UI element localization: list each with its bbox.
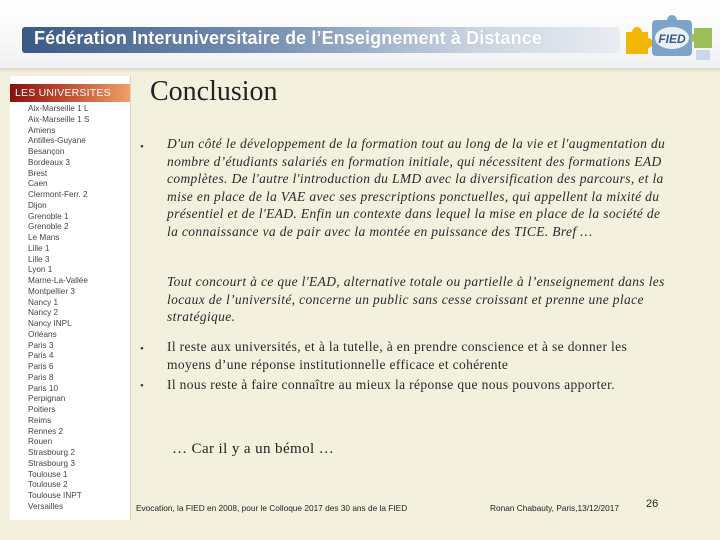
sidebar-item-university: Aix-Marseille 1 L [28, 104, 89, 113]
paragraph-conclusion: Tout concourt à ce que l'EAD, alternative totale ou partielle à l’enseignement dans les locaux de l’université, concerne un public sans cesse croissant et prenne une place stratégique. [167, 274, 665, 325]
sidebar-item-university: Amiens [28, 125, 56, 135]
header-title: Fédération Interuniversitaire de l’Enseignement à Distance [34, 28, 542, 48]
sidebar-item-university: Brest [28, 168, 48, 178]
sidebar-item-university: Antilles-Guyane [28, 136, 86, 146]
sidebar-item-university: Grenoble 1 [28, 211, 69, 221]
sidebar-item-university: Poitiers [28, 405, 56, 414]
puzzle-piece-light [696, 50, 710, 60]
sidebar-item-university: Rouen [28, 437, 53, 447]
sidebar-item-university: Perpignan [28, 394, 66, 404]
university-list [28, 104, 89, 513]
sidebar-item-university: Strasbourg 2 [28, 448, 75, 457]
sidebar-item-university: Lyon 1 [28, 265, 53, 275]
sidebar-item-university: Aix-Marseille 1 S [28, 114, 90, 124]
footer-author: Ronan Chabauty, Paris,13/12/2017 [490, 503, 619, 513]
sidebar-item-university: Le Mans [28, 233, 60, 242]
page-number: 26 [646, 498, 659, 510]
paragraph-response: Il nous reste à faire connaître au mieux la réponse que nous pouvons apporter. [167, 377, 615, 392]
sidebar-item-university: Besançon [28, 147, 65, 156]
sidebar-item-university: Toulouse 2 [28, 480, 68, 490]
sidebar-item-university: Paris 10 [28, 383, 59, 393]
slide-title: Conclusion [150, 76, 278, 107]
footer-event: Evocation, la FIED en 2008, pour le Colloque 2017 des 30 ans de la FIED [136, 503, 408, 513]
slide-header [0, 0, 720, 72]
sidebar-item-university: Paris 3 [28, 340, 54, 350]
sidebar-item-university: Strasbourg 3 [28, 458, 75, 468]
paragraph-context: D'un côté le développement de la formation tout au long de la vie et l'augmentation du nombre d’étudiants salariés en formation initiale, qui nécessitent des formations EAD complètes. De l'autre l'introduction du LMD avec la diversification des parcours, et la mise en place de la VAE avec ses prescriptions ponctuelles, qui appellent la mixité du présentiel et de l'EAD. Enfin un contexte dans lequel la mise en place de la société de la connaissance va de pair avec la montée en puissance des TICE. Bref … [167, 136, 666, 239]
sidebar-item-university: Marne-La-Vallée [28, 276, 88, 285]
sidebar-item-university: Paris 8 [28, 372, 54, 382]
paragraph-universities: Il reste aux universités, et à la tutelle, à en prendre conscience et à se donner les moyens d’une réponse institutionnelle efficace et cohérente [167, 339, 628, 372]
sidebar-item-university: Toulouse 1 [28, 469, 68, 479]
sidebar-item-university: Rennes 2 [28, 426, 64, 436]
sidebar-item-university: Orléans [28, 329, 57, 339]
sidebar-item-university: Nancy 2 [28, 308, 59, 318]
bullet-3: • [140, 380, 144, 392]
sidebar-item-university: Lille 3 [28, 254, 50, 264]
universities-sidebar [10, 76, 131, 520]
bullet-2: • [140, 343, 144, 355]
sidebar-item-university: Nancy 1 [28, 297, 59, 307]
sidebar-item-university: Bordeaux 3 [28, 157, 70, 167]
sidebar-item-university: Lille 1 [28, 243, 50, 253]
sidebar-item-university: Reims [28, 415, 52, 425]
sidebar-item-university: Nancy INPL [28, 319, 72, 328]
sidebar-item-university: Caen [28, 179, 48, 189]
sidebar-item-university: Montpellier 3 [28, 286, 75, 296]
logo-text: FIED [658, 32, 686, 46]
sidebar-item-university: Toulouse INPT [28, 491, 82, 500]
sidebar-item-university: Paris 6 [28, 362, 54, 371]
sidebar-item-university: Paris 4 [28, 351, 54, 361]
puzzle-logo [624, 14, 716, 62]
bullet-1: • [140, 141, 144, 153]
sidebar-item-university: Grenoble 2 [28, 222, 69, 232]
sidebar-item-university: Dijon [28, 200, 47, 210]
sidebar-item-university: Versailles [28, 501, 64, 511]
sidebar-item-university: Clermont-Ferr. 2 [28, 190, 88, 199]
closing-remark: … Car il y a un bémol … [172, 441, 335, 457]
sidebar-heading: LES UNIVERSITES [10, 84, 130, 102]
